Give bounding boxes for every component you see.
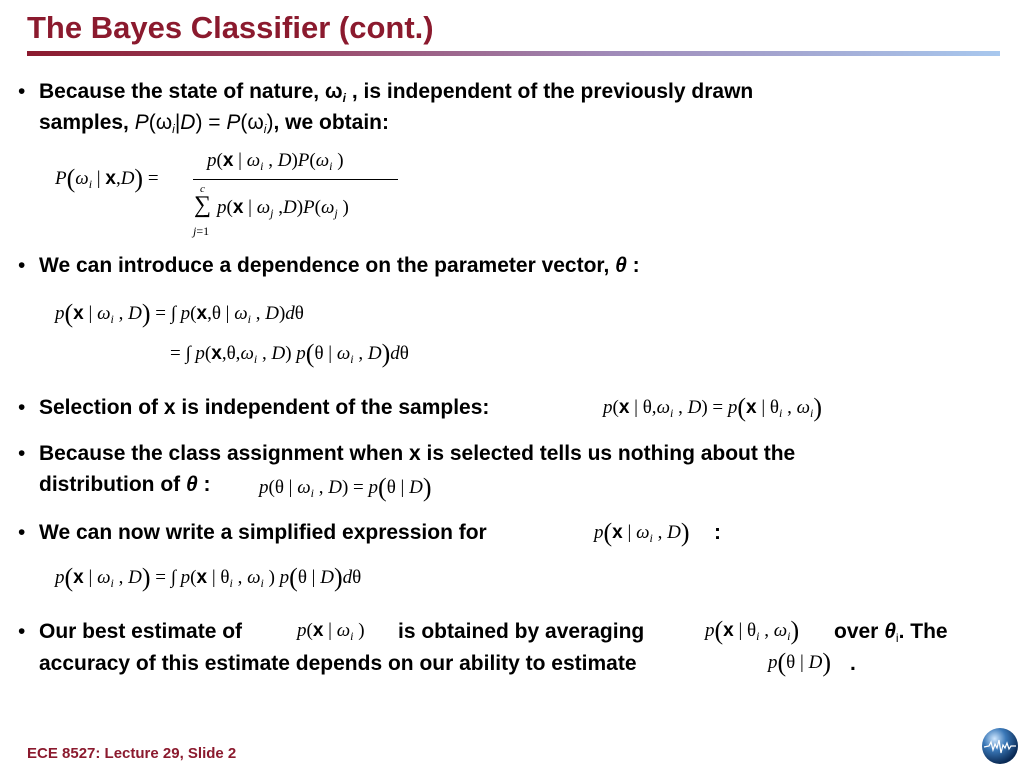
equation-independence: p(x | $\theta,\omega_i$ , D) = p(x | $\theta_i$ , $\omega_i$) [603,393,823,422]
equation-marginalize-theta-2: = ∫ $p(x,\theta,\omega_i$ , D) p(θ | $\omega_i$ , D)dθ [170,339,409,368]
title-underline [27,51,1000,56]
bullet-marker: • [18,80,26,103]
equation-target-expression: p(x | $\omega_i$ , D) [594,518,690,547]
equation-1-denominator: p(x | $\omega_j$ $,D)P(\omega_j$ ) [217,197,349,220]
equation-bayes-posterior: $P(\omega_i$ | x,D) = [55,164,159,193]
globe-logo-icon [980,726,1020,766]
equation-marginalize-theta-1: p(x | $\omega_i$ , D) = ∫ p(x,θ | $\omega_i$ , D)dθ [55,299,304,328]
sum-sign: ∑ [194,192,212,218]
equation-theta-independence: p(θ | $\omega_i$ , D) = p(θ | D) [259,473,432,502]
equation-simplified: p(x | $\omega_i$ , D) = ∫ p(x | $\theta_i$ , $\omega_i$ ) p(θ | D)dθ [55,563,362,592]
equation-estimate: p(x | $\omega_i$ ) [297,620,365,643]
bullet-text: Because the state of nature, $\omega_i$ , is independent of the previously drawn [39,80,754,105]
equation-averaging: p(x | $\theta_i$ , $\omega_i$) [705,616,800,645]
equation-1-fraction-bar [193,179,398,180]
equation-theta-posterior: p(θ | D) [768,648,831,677]
sum-lower-limit: j=1 [193,224,210,238]
equation-1-numerator: p(x | $\omega_i$ , $D)P(\omega_i$ ) [207,150,344,173]
slide-title: The Bayes Classifier (cont.) [27,10,434,45]
sum-upper-limit: c [200,183,205,195]
slide-footer: ECE 8527: Lecture 29, Slide 2 [27,745,237,762]
